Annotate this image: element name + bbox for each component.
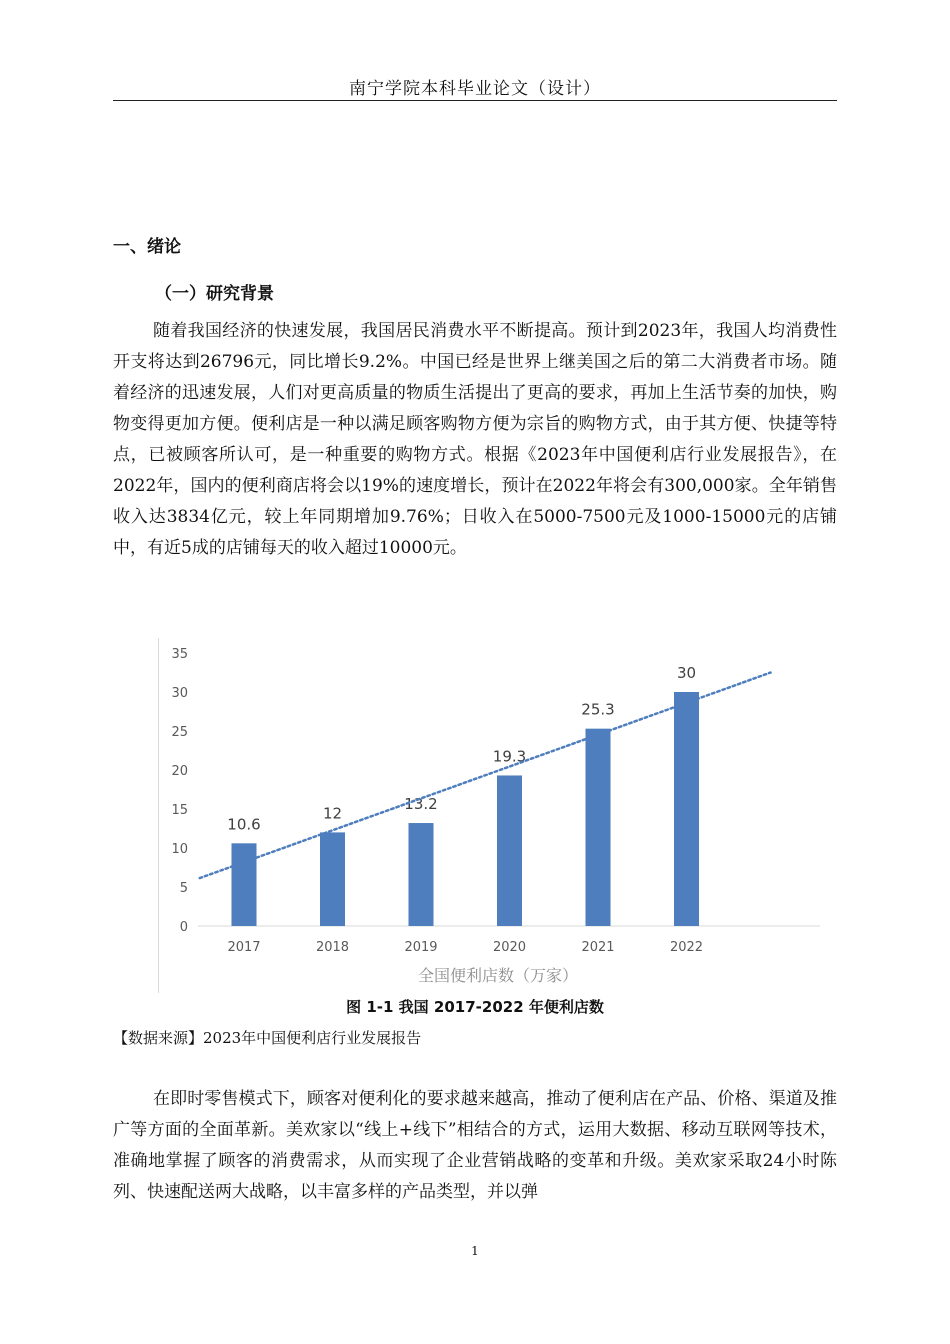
y-tick-label: 30 xyxy=(171,686,188,701)
header-rule xyxy=(113,100,837,101)
x-tick-label: 2018 xyxy=(315,940,350,955)
x-tick-label: 2020 xyxy=(492,940,527,955)
y-tick-label: 0 xyxy=(179,920,188,935)
bar xyxy=(232,843,257,926)
bar xyxy=(497,775,522,926)
data-label: 12 xyxy=(322,804,343,823)
bar xyxy=(586,729,611,926)
data-label: 25.3 xyxy=(581,700,615,719)
body-paragraph-2: 在即时零售模式下，顾客对便利化的要求越来越高，推动了便利店在产品、价格、渠道及推广等方面的全面革新。美欢家以“线上+线下”相结合的方式，运用大数据、移动互联网等技术，准确地掌握了顾客的消费需求，从而实现了企业营销战略的变革和升级。美欢家采取24小时陈列、快速配送两大战略，以丰富多样的产品类型，并以弹 xyxy=(113,1089,837,1202)
figure-caption: 图 1-1 我国 2017-2022 年便利店数 xyxy=(346,998,604,1016)
y-tick-label: 25 xyxy=(171,725,188,740)
y-tick-label: 35 xyxy=(171,647,188,662)
x-tick-label: 2022 xyxy=(669,940,704,955)
y-tick-label: 5 xyxy=(179,881,188,896)
chart-svg xyxy=(158,637,838,995)
body-paragraph-1: 随着我国经济的快速发展，我国居民消费水平不断提高。预计到2023年，我国人均消费性开支将达到26796元，同比增长9.2%。中国已经是世界上继美国之后的第二大消费者市场。随着经济的迅速发展，人们对更高质量的物质生活提出了更高的要求，再加上生活节奏的加快，购物变得更加方便。便利店是一种以满足顾客购物方便为宗旨的购物方式，由于其方便、快捷等特点，已被顾客所认可，是一种重要的购物方式。根据《2023年中国便利店行业发展报告》，在2022年，国内的便利商店将会以19%的速度增长，预计在2022年将会有300,000家。全年销售收入达3834亿元，较上年同期增加9.76%；日收入在5000-7500元及1000-15000元的店铺中，有近5成的店铺每天的收入超过10000元。 xyxy=(113,321,837,558)
x-axis-title: 全国便利店数（万家） xyxy=(417,966,579,985)
x-tick-label: 2019 xyxy=(404,940,438,955)
running-header: 南宁学院本科毕业论文（设计） xyxy=(349,79,601,99)
data-label: 19.3 xyxy=(492,747,527,766)
y-tick-label: 15 xyxy=(171,803,188,818)
x-tick-label: 2017 xyxy=(227,940,261,955)
bar xyxy=(674,692,699,926)
section-heading: 一、绪论 xyxy=(113,237,181,257)
data-label: 30 xyxy=(676,664,697,682)
data-source: 【数据来源】2023年中国便利店行业发展报告 xyxy=(113,1029,422,1047)
bar-chart xyxy=(158,637,838,995)
x-tick-label: 2021 xyxy=(581,940,615,955)
subsection-heading: （一）研究背景 xyxy=(155,284,274,304)
data-label: 10.6 xyxy=(227,815,261,834)
bar xyxy=(320,832,345,926)
bar xyxy=(409,823,434,926)
y-tick-label: 10 xyxy=(171,842,188,857)
page-number: 1 xyxy=(471,1244,479,1258)
data-label: 13.2 xyxy=(404,795,438,814)
y-tick-label: 20 xyxy=(171,764,188,779)
